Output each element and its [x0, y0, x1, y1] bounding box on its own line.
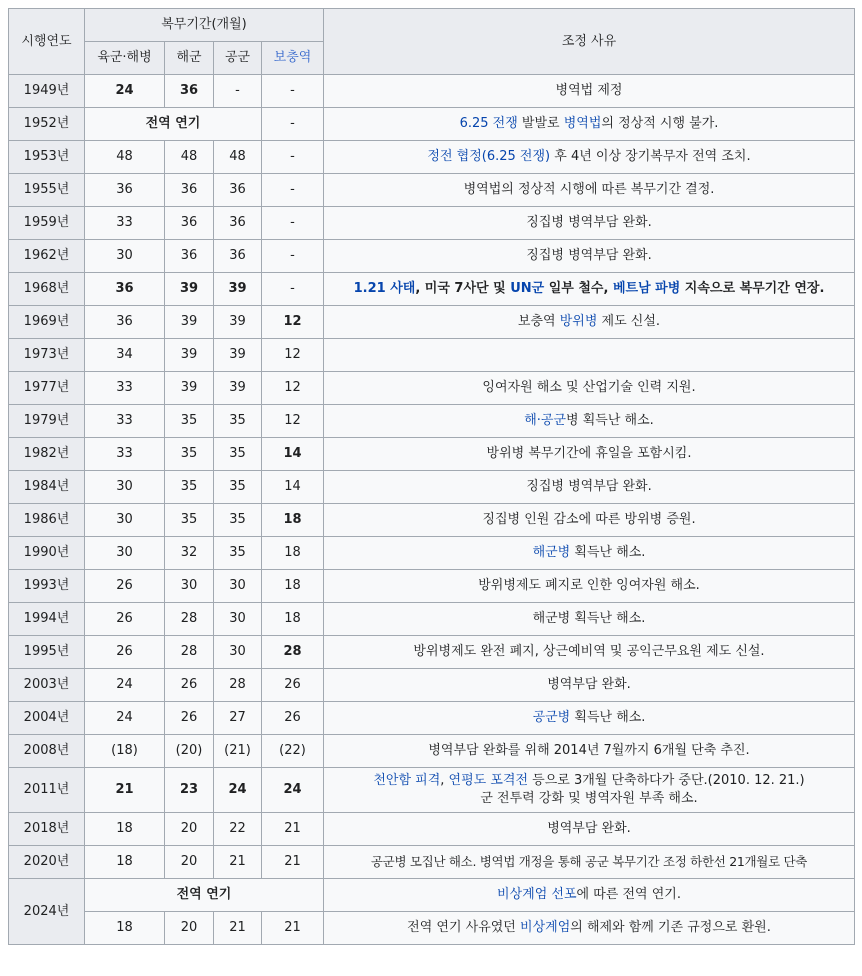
year-cell: 1973년: [9, 339, 85, 372]
reason-link[interactable]: 베트남 파병: [612, 281, 681, 296]
army-cell: (18): [85, 735, 165, 768]
army-cell: 36: [85, 306, 165, 339]
army-cell: 26: [85, 603, 165, 636]
army-cell: 24: [85, 669, 165, 702]
reason-link[interactable]: 병역법: [563, 116, 602, 131]
airforce-cell: 30: [214, 603, 262, 636]
reason-cell: 해군병 획득난 해소.: [324, 603, 855, 636]
year-cell: 2004년: [9, 702, 85, 735]
reserve-cell: -: [262, 207, 324, 240]
navy-cell: 20: [165, 846, 214, 879]
reserve-cell: -: [262, 108, 324, 141]
airforce-cell: 35: [214, 504, 262, 537]
table-row: [9, 405, 855, 438]
year-cell: 2003년: [9, 669, 85, 702]
army-cell: 33: [85, 207, 165, 240]
reason-text: 획득난 해소.: [570, 710, 646, 725]
reason-cell: 병역법 제정: [324, 75, 855, 108]
table-row: [9, 174, 855, 207]
year-cell: 1982년: [9, 438, 85, 471]
airforce-cell: -: [214, 75, 262, 108]
navy-cell: 23: [165, 768, 214, 813]
reason-link[interactable]: UN군: [510, 281, 545, 296]
navy-cell: 35: [165, 471, 214, 504]
header-army: 육군·해병: [85, 42, 165, 75]
army-cell: 18: [85, 912, 165, 945]
year-cell: 1959년: [9, 207, 85, 240]
army-cell: 30: [85, 504, 165, 537]
header-period: 복무기간(개월): [85, 9, 324, 42]
reason-text: 지속으로 복무기간 연장.: [680, 281, 825, 296]
reserve-cell: (22): [262, 735, 324, 768]
army-cell: 30: [85, 537, 165, 570]
reason-cell: 병역부담 완화.: [324, 669, 855, 702]
reason-link[interactable]: 방위병: [559, 314, 598, 329]
reason-cell: 병역법의 정상적 시행에 따른 복무기간 결정.: [324, 174, 855, 207]
army-cell: 33: [85, 405, 165, 438]
airforce-cell: 39: [214, 339, 262, 372]
year-cell: 1953년: [9, 141, 85, 174]
reason-cell: [324, 405, 855, 438]
reserve-cell: -: [262, 75, 324, 108]
airforce-cell: 21: [214, 912, 262, 945]
navy-cell: 35: [165, 438, 214, 471]
airforce-cell: 35: [214, 438, 262, 471]
navy-cell: 36: [165, 207, 214, 240]
reason-text: 발발로: [517, 116, 564, 131]
reserve-cell: 12: [262, 306, 324, 339]
reserve-cell: 14: [262, 471, 324, 504]
service-period-table: [8, 8, 855, 945]
header-reserve-link[interactable]: 보충역: [262, 42, 324, 75]
navy-cell: 36: [165, 75, 214, 108]
header-year: 시행연도: [9, 9, 85, 75]
reserve-cell: 12: [262, 372, 324, 405]
reason-text: , 미국 7사단 및: [415, 281, 511, 296]
table-row: [9, 813, 855, 846]
navy-cell: 36: [165, 240, 214, 273]
reason-link[interactable]: 연평도 포격전: [448, 773, 529, 788]
reserve-cell: 21: [262, 846, 324, 879]
reason-link[interactable]: 비상계엄 선포: [497, 887, 577, 902]
table-row: [9, 879, 855, 912]
reason-cell: [324, 702, 855, 735]
reserve-cell: 18: [262, 504, 324, 537]
navy-cell: 28: [165, 636, 214, 669]
table-row: [9, 339, 855, 372]
reason-cell: 잉여자원 해소 및 산업기술 인력 지원.: [324, 372, 855, 405]
army-cell: 30: [85, 471, 165, 504]
reason-link[interactable]: 천안함 피격: [373, 773, 441, 788]
table-row: [9, 912, 855, 945]
reserve-cell: 18: [262, 603, 324, 636]
army-cell: 33: [85, 372, 165, 405]
table-row: [9, 570, 855, 603]
table-row: [9, 438, 855, 471]
airforce-cell: 27: [214, 702, 262, 735]
reserve-cell: 12: [262, 405, 324, 438]
navy-cell: 35: [165, 504, 214, 537]
army-cell: 34: [85, 339, 165, 372]
table-row: [9, 372, 855, 405]
reason-link[interactable]: 비상계엄: [520, 920, 571, 935]
reserve-cell: 21: [262, 813, 324, 846]
table-row: [9, 240, 855, 273]
airforce-cell: 39: [214, 273, 262, 306]
reason-text: 군 전투력 강화 및 병역자원 부족 해소.: [480, 791, 698, 806]
reserve-cell: -: [262, 174, 324, 207]
reason-cell: [324, 273, 855, 306]
airforce-cell: 28: [214, 669, 262, 702]
navy-cell: 20: [165, 912, 214, 945]
army-cell: 48: [85, 141, 165, 174]
reserve-cell: -: [262, 141, 324, 174]
navy-cell: 32: [165, 537, 214, 570]
army-cell: 26: [85, 570, 165, 603]
year-cell: 2008년: [9, 735, 85, 768]
airforce-cell: 36: [214, 174, 262, 207]
navy-cell: 26: [165, 669, 214, 702]
navy-cell: 39: [165, 372, 214, 405]
year-cell: 1977년: [9, 372, 85, 405]
navy-cell: 26: [165, 702, 214, 735]
table-row: [9, 846, 855, 879]
table-row: [9, 603, 855, 636]
reason-link[interactable]: 공군병: [532, 710, 571, 725]
reason-cell: 징집병 병역부담 완화.: [324, 240, 855, 273]
reserve-cell: -: [262, 273, 324, 306]
army-cell: 18: [85, 813, 165, 846]
reason-link[interactable]: 해군병: [532, 545, 571, 560]
airforce-cell: 21: [214, 846, 262, 879]
navy-cell: 36: [165, 174, 214, 207]
discharge-postponed-cell: 전역 연기: [85, 108, 262, 141]
navy-cell: 20: [165, 813, 214, 846]
airforce-cell: 36: [214, 207, 262, 240]
reason-cell: 징집병 병역부담 완화.: [324, 207, 855, 240]
reason-cell: [324, 339, 855, 372]
reason-cell: [324, 879, 855, 912]
table-row: [9, 141, 855, 174]
reason-cell: [324, 141, 855, 174]
table-row: [9, 768, 855, 813]
reserve-cell: -: [262, 240, 324, 273]
reason-cell: [324, 768, 855, 813]
army-cell: 33: [85, 438, 165, 471]
year-cell: 1979년: [9, 405, 85, 438]
reason-text: 의 해제와 함께 기존 규정으로 환원.: [570, 920, 771, 935]
reason-text: 에 따른 전역 연기.: [576, 887, 681, 902]
reason-text: 전역 연기 사유였던: [407, 920, 521, 935]
airforce-cell: 35: [214, 471, 262, 504]
airforce-cell: (21): [214, 735, 262, 768]
airforce-cell: 22: [214, 813, 262, 846]
reason-text: 일부 철수,: [544, 281, 613, 296]
airforce-cell: 30: [214, 570, 262, 603]
year-cell: 1949년: [9, 75, 85, 108]
discharge-postponed-cell: 전역 연기: [85, 879, 324, 912]
reason-cell: [324, 912, 855, 945]
header-navy: 해군: [165, 42, 214, 75]
year-cell: 1955년: [9, 174, 85, 207]
year-cell: 1968년: [9, 273, 85, 306]
reason-link[interactable]: 1.21 사태: [353, 281, 416, 296]
reason-text: 획득난 해소.: [570, 545, 646, 560]
airforce-cell: 35: [214, 537, 262, 570]
reason-cell: 공군병 모집난 해소. 병역법 개정을 통해 공군 복무기간 조정 하한선 21개월로 단축: [324, 846, 855, 879]
reserve-cell: 12: [262, 339, 324, 372]
reserve-cell: 26: [262, 702, 324, 735]
reason-text: ,: [440, 773, 449, 788]
reserve-cell: 18: [262, 537, 324, 570]
year-cell: 2018년: [9, 813, 85, 846]
reason-cell: 징집병 인원 감소에 따른 방위병 증원.: [324, 504, 855, 537]
airforce-cell: 48: [214, 141, 262, 174]
year-cell: 1995년: [9, 636, 85, 669]
reason-cell: 방위병 복무기간에 휴일을 포함시킴.: [324, 438, 855, 471]
army-cell: 24: [85, 702, 165, 735]
reason-text: 제도 신설.: [597, 314, 661, 329]
reason-text: 의 정상적 시행 불가.: [601, 116, 719, 131]
year-cell: 1990년: [9, 537, 85, 570]
year-cell: 1984년: [9, 471, 85, 504]
reason-cell: [324, 108, 855, 141]
table-row: [9, 636, 855, 669]
table-row: [9, 471, 855, 504]
table-row: [9, 669, 855, 702]
year-cell: 1986년: [9, 504, 85, 537]
reserve-cell: 28: [262, 636, 324, 669]
year-cell: 1994년: [9, 603, 85, 636]
reason-cell: 병역부담 완화.: [324, 813, 855, 846]
table-row: [9, 273, 855, 306]
army-cell: 18: [85, 846, 165, 879]
airforce-cell: 24: [214, 768, 262, 813]
reason-link[interactable]: 해·공군: [524, 413, 567, 428]
reserve-cell: 24: [262, 768, 324, 813]
reason-cell: 방위병제도 폐지로 인한 잉여자원 해소.: [324, 570, 855, 603]
table-row: [9, 75, 855, 108]
table-row: [9, 537, 855, 570]
header-reason: 조정 사유: [324, 9, 855, 75]
airforce-cell: 35: [214, 405, 262, 438]
navy-cell: 28: [165, 603, 214, 636]
reserve-cell: 14: [262, 438, 324, 471]
navy-cell: 39: [165, 306, 214, 339]
reason-cell: 징집병 병역부담 완화.: [324, 471, 855, 504]
reason-cell: [324, 306, 855, 339]
army-cell: 21: [85, 768, 165, 813]
year-cell: 1962년: [9, 240, 85, 273]
reserve-cell: 18: [262, 570, 324, 603]
navy-cell: (20): [165, 735, 214, 768]
reason-text: 병 획득난 해소.: [566, 413, 654, 428]
navy-cell: 48: [165, 141, 214, 174]
table-row: [9, 207, 855, 240]
reason-text: 보충역: [517, 314, 560, 329]
reserve-cell: 21: [262, 912, 324, 945]
army-cell: 24: [85, 75, 165, 108]
navy-cell: 35: [165, 405, 214, 438]
table-row: [9, 735, 855, 768]
year-cell: 1969년: [9, 306, 85, 339]
year-cell: 1993년: [9, 570, 85, 603]
navy-cell: 39: [165, 273, 214, 306]
year-cell: 2011년: [9, 768, 85, 813]
year-cell: 2024년: [9, 879, 85, 945]
army-cell: 30: [85, 240, 165, 273]
army-cell: 36: [85, 273, 165, 306]
reason-cell: 방위병제도 완전 폐지, 상근예비역 및 공익근무요원 제도 신설.: [324, 636, 855, 669]
table-row: [9, 702, 855, 735]
reason-cell: [324, 537, 855, 570]
year-cell: 2020년: [9, 846, 85, 879]
army-cell: 36: [85, 174, 165, 207]
airforce-cell: 36: [214, 240, 262, 273]
reason-text: 후 4년 이상 장기복무자 전역 조치.: [550, 149, 751, 164]
airforce-cell: 39: [214, 306, 262, 339]
airforce-cell: 30: [214, 636, 262, 669]
army-cell: 26: [85, 636, 165, 669]
header-airforce: 공군: [214, 42, 262, 75]
navy-cell: 30: [165, 570, 214, 603]
reason-text: 등으로 3개월 단축하다가 중단.(2010. 12. 21.): [528, 773, 805, 788]
reserve-cell: 26: [262, 669, 324, 702]
reason-link[interactable]: 정전 협정(6.25 전쟁): [427, 149, 551, 164]
table-row: [9, 306, 855, 339]
reason-link[interactable]: 6.25 전쟁: [459, 116, 518, 131]
table-row: [9, 504, 855, 537]
navy-cell: 39: [165, 339, 214, 372]
table-row: [9, 108, 855, 141]
airforce-cell: 39: [214, 372, 262, 405]
year-cell: 1952년: [9, 108, 85, 141]
reason-cell: 병역부담 완화를 위해 2014년 7월까지 6개월 단축 추진.: [324, 735, 855, 768]
